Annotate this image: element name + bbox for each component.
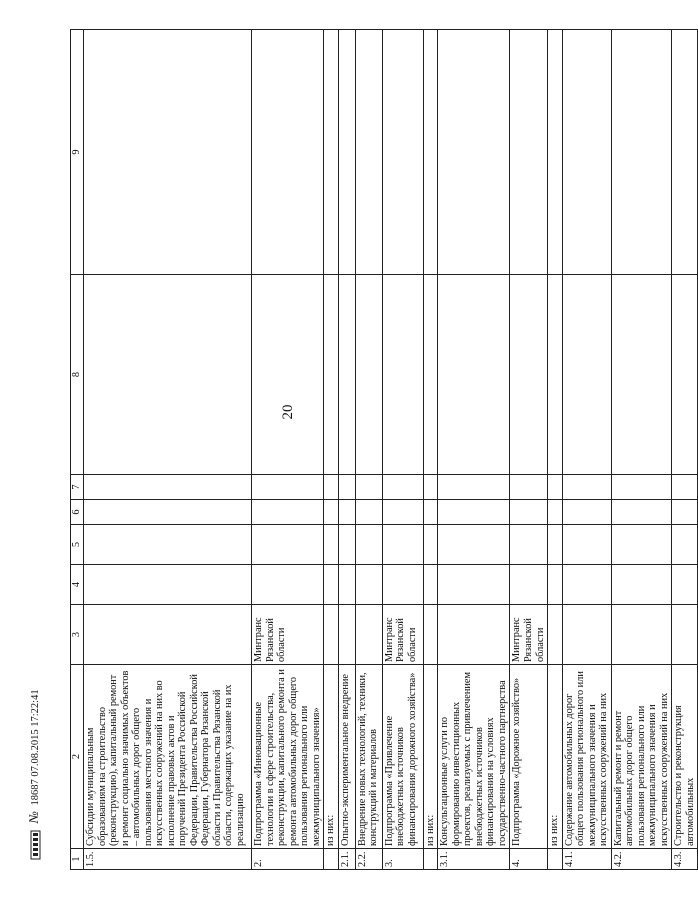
empty-cell bbox=[84, 565, 252, 605]
empty-cell bbox=[438, 275, 510, 475]
empty-cell bbox=[548, 565, 563, 605]
header-cell: 6 bbox=[71, 500, 84, 525]
empty-cell bbox=[338, 565, 355, 605]
row-number-cell: 2. bbox=[252, 849, 324, 870]
row-number-cell: 3.1. bbox=[438, 849, 510, 870]
row-executor-cell: Минтранс Рязанской области bbox=[510, 605, 548, 665]
header-cell: 4 bbox=[71, 565, 84, 605]
empty-cell bbox=[562, 475, 611, 500]
header-cell: 7 bbox=[71, 475, 84, 500]
empty-cell bbox=[355, 525, 382, 565]
empty-cell bbox=[338, 30, 355, 275]
row-executor-cell: Минтранс Рязанской области bbox=[382, 605, 423, 665]
empty-cell bbox=[355, 275, 382, 475]
table-row bbox=[611, 30, 672, 870]
empty-cell bbox=[672, 525, 698, 565]
row-number-cell: 4.3. bbox=[672, 849, 698, 870]
row-executor-cell bbox=[611, 605, 672, 665]
empty-cell bbox=[338, 525, 355, 565]
empty-cell bbox=[510, 565, 548, 605]
empty-cell bbox=[324, 500, 339, 525]
empty-cell bbox=[562, 525, 611, 565]
row-number-cell: 1.5. bbox=[84, 849, 252, 870]
empty-cell bbox=[252, 525, 324, 565]
empty-cell bbox=[672, 275, 698, 475]
row-number-cell: 4.1. bbox=[562, 849, 611, 870]
empty-cell bbox=[510, 475, 548, 500]
empty-cell bbox=[382, 565, 423, 605]
empty-cell bbox=[324, 525, 339, 565]
empty-cell bbox=[84, 30, 252, 275]
row-executor-cell bbox=[438, 605, 510, 665]
header-cell: 5 bbox=[71, 525, 84, 565]
header-cell: 8 bbox=[71, 275, 84, 475]
row-name-cell: из них: bbox=[423, 665, 438, 849]
page-number: 20 bbox=[280, 404, 296, 420]
empty-cell bbox=[611, 500, 672, 525]
empty-cell bbox=[611, 30, 672, 275]
row-number-cell: 2.1. bbox=[338, 849, 355, 870]
empty-cell bbox=[611, 565, 672, 605]
empty-cell bbox=[611, 475, 672, 500]
empty-cell bbox=[355, 565, 382, 605]
row-name-cell: из них: bbox=[548, 665, 563, 849]
row-executor-cell bbox=[355, 605, 382, 665]
empty-cell bbox=[562, 500, 611, 525]
row-number-cell: 2.2. bbox=[355, 849, 382, 870]
empty-cell bbox=[252, 500, 324, 525]
empty-cell bbox=[84, 475, 252, 500]
empty-cell bbox=[355, 500, 382, 525]
row-number-cell bbox=[324, 849, 339, 870]
table-row bbox=[548, 30, 563, 870]
empty-cell bbox=[562, 275, 611, 475]
empty-cell bbox=[324, 30, 339, 275]
header-cell: 1 bbox=[71, 849, 84, 870]
row-executor-cell bbox=[548, 605, 563, 665]
program-table bbox=[70, 29, 698, 870]
empty-cell bbox=[423, 565, 438, 605]
table-row bbox=[438, 30, 510, 870]
row-number-cell: 4. bbox=[510, 849, 548, 870]
empty-cell bbox=[382, 500, 423, 525]
empty-cell bbox=[672, 500, 698, 525]
table-row bbox=[355, 30, 382, 870]
empty-cell bbox=[423, 275, 438, 475]
row-executor-cell bbox=[324, 605, 339, 665]
empty-cell bbox=[423, 500, 438, 525]
table-row bbox=[510, 30, 548, 870]
empty-cell bbox=[672, 475, 698, 500]
empty-cell bbox=[252, 565, 324, 605]
row-name-cell: из них: bbox=[324, 665, 339, 849]
row-name-cell: Строительство и реконструкция автомобильных bbox=[672, 665, 698, 849]
empty-cell bbox=[510, 525, 548, 565]
table-row bbox=[423, 30, 438, 870]
row-name-cell: Подпрограмма «Дорожное хозяйство» bbox=[510, 665, 548, 849]
empty-cell bbox=[562, 565, 611, 605]
empty-cell bbox=[672, 30, 698, 275]
row-name-cell: Субсидии муниципальным образованиям на строительство (реконструкцию), капитальный ремонт и ремонт социально значимых объектов – автомобильных дорог общего пользования местного значения и искусственных сооружений на них во исполнение правовых актов и поручений Президента Российской Федерации, Правительства Российской Федерации, Губернатора Рязанской области и Правительства Рязанской области, содержащих указание на их реализацию bbox=[84, 665, 252, 849]
row-executor-cell bbox=[84, 605, 252, 665]
table-header-row bbox=[71, 30, 84, 870]
row-name-cell: Внедрение новых технологий, техники, конструкций и материалов bbox=[355, 665, 382, 849]
header-cell: 3 bbox=[71, 605, 84, 665]
empty-cell bbox=[423, 525, 438, 565]
header-cell: 9 bbox=[71, 30, 84, 275]
empty-cell bbox=[338, 475, 355, 500]
empty-cell bbox=[510, 500, 548, 525]
empty-cell bbox=[423, 30, 438, 275]
empty-cell bbox=[548, 475, 563, 500]
empty-cell bbox=[611, 525, 672, 565]
empty-cell bbox=[672, 565, 698, 605]
table-row bbox=[672, 30, 698, 870]
empty-cell bbox=[84, 275, 252, 475]
table-row bbox=[252, 30, 324, 870]
empty-cell bbox=[548, 30, 563, 275]
empty-cell bbox=[438, 30, 510, 275]
empty-cell bbox=[252, 475, 324, 500]
empty-cell bbox=[324, 275, 339, 475]
empty-cell bbox=[84, 525, 252, 565]
empty-cell bbox=[611, 275, 672, 475]
empty-cell bbox=[548, 275, 563, 475]
table-row bbox=[562, 30, 611, 870]
document-number: 18687 bbox=[30, 779, 41, 806]
empty-cell bbox=[510, 30, 548, 275]
row-name-cell: Опытно-экспериментальное внедрение bbox=[338, 665, 355, 849]
empty-cell bbox=[382, 30, 423, 275]
row-executor-cell bbox=[338, 605, 355, 665]
printer-logo-icon bbox=[29, 830, 43, 860]
empty-cell bbox=[355, 475, 382, 500]
table-row bbox=[84, 30, 252, 870]
row-number-cell bbox=[548, 849, 563, 870]
row-name-cell: Консультационные услуги по формированию инвестиционных проектов, реализуемых с привлечением внебюджетных источников финансирования на условиях государственно-частного партнерства bbox=[438, 665, 510, 849]
empty-cell bbox=[438, 500, 510, 525]
document-time: 17:22:41 bbox=[30, 689, 41, 727]
empty-cell bbox=[562, 30, 611, 275]
empty-cell bbox=[510, 275, 548, 475]
empty-cell bbox=[382, 475, 423, 500]
empty-cell bbox=[252, 275, 324, 475]
empty-cell bbox=[382, 275, 423, 475]
empty-cell bbox=[252, 30, 324, 275]
empty-cell bbox=[338, 500, 355, 525]
document-date: 07.08.2015 bbox=[30, 729, 41, 777]
row-name-cell: Подпрограмма «Инновационные технологии в сфере строительства, реконструкции, капитального ремонта и ремонта автомобильных дорог общего пользования регионального или межмуниципального значения» bbox=[252, 665, 324, 849]
empty-cell bbox=[338, 275, 355, 475]
empty-cell bbox=[548, 500, 563, 525]
row-executor-cell: Минтранс Рязанской области bbox=[252, 605, 324, 665]
rotated-table-wrapper bbox=[70, 30, 696, 870]
empty-cell bbox=[548, 525, 563, 565]
header-cell: 2 bbox=[71, 665, 84, 849]
row-number-cell: 3. bbox=[382, 849, 423, 870]
empty-cell bbox=[423, 475, 438, 500]
row-executor-cell bbox=[562, 605, 611, 665]
empty-cell bbox=[438, 525, 510, 565]
table-row bbox=[382, 30, 423, 870]
empty-cell bbox=[84, 500, 252, 525]
row-number-cell: 4.2. bbox=[611, 849, 672, 870]
row-name-cell: Капитальный ремонт и ремонт автомобильных дорог общего пользования регионального или межмуниципального значения и искусственных сооружений на них bbox=[611, 665, 672, 849]
row-executor-cell bbox=[423, 605, 438, 665]
empty-cell bbox=[324, 565, 339, 605]
empty-cell bbox=[382, 525, 423, 565]
row-number-cell bbox=[423, 849, 438, 870]
empty-cell bbox=[438, 565, 510, 605]
document-footer bbox=[24, 600, 44, 860]
empty-cell bbox=[355, 30, 382, 275]
row-name-cell: Подпрограмма «Привлечение внебюджетных источников финансирования дорожного хозяйства» bbox=[382, 665, 423, 849]
empty-cell bbox=[324, 475, 339, 500]
empty-cell bbox=[438, 475, 510, 500]
row-name-cell: Содержание автомобильных дорог общего пользования регионального или межмуниципального значения и искусственных сооружений на них bbox=[562, 665, 611, 849]
row-executor-cell bbox=[672, 605, 698, 665]
table-row bbox=[338, 30, 355, 870]
table-row bbox=[324, 30, 339, 870]
number-sign: № bbox=[26, 811, 41, 824]
